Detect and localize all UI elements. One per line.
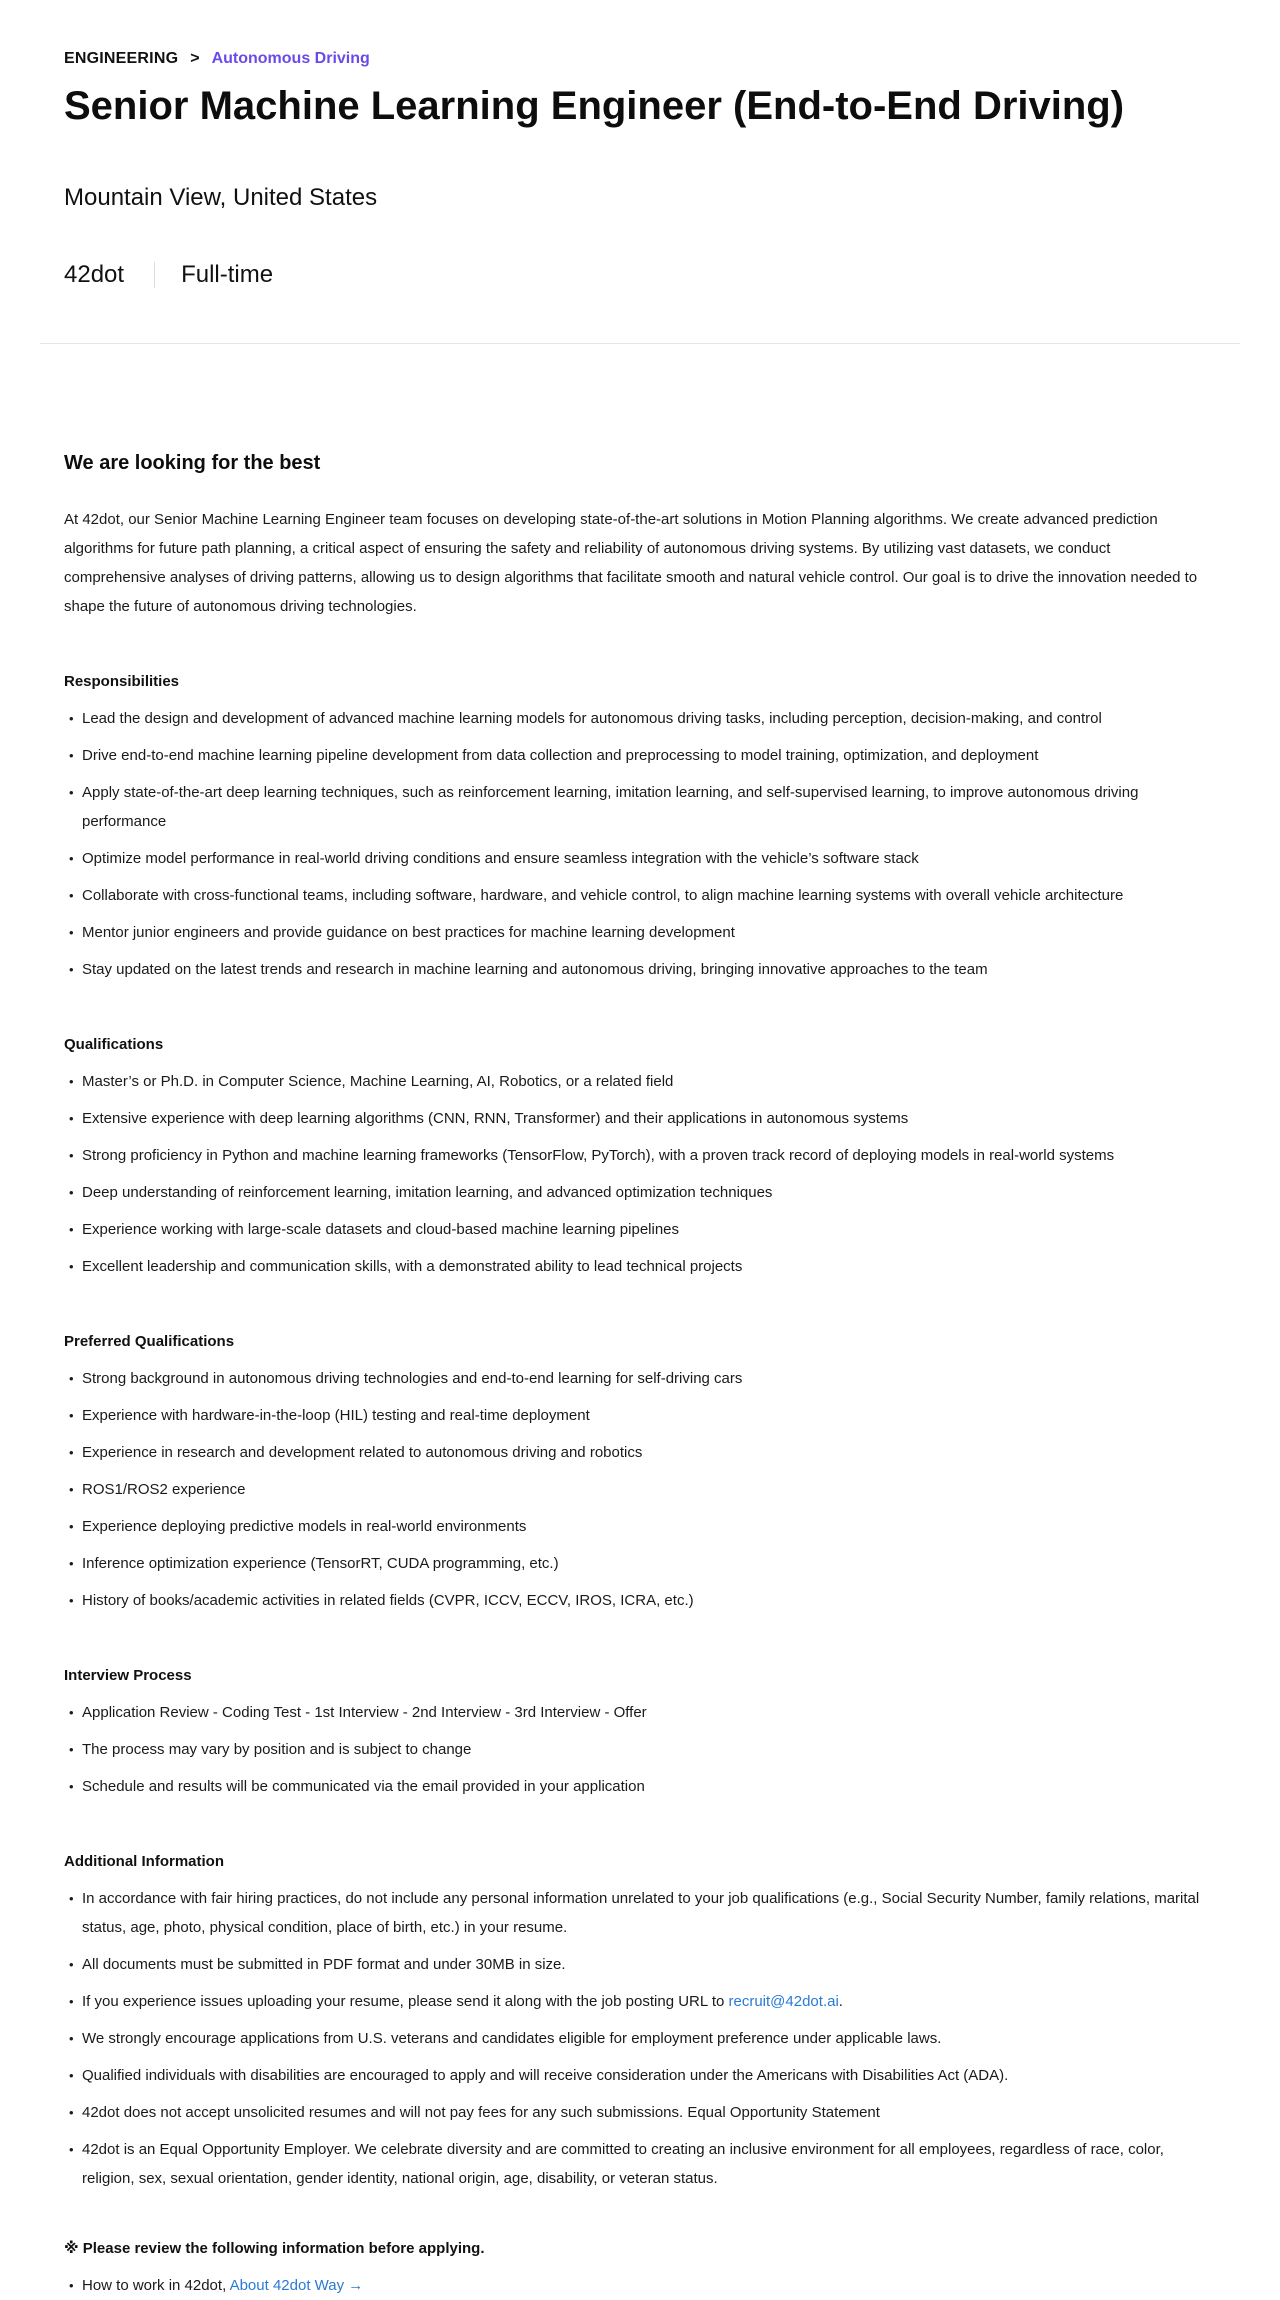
- meta-divider: [154, 262, 155, 288]
- list-item: • 42dot does not accept unsolicited resumes and will not pay fees for any such submissions. Equal Opportunity Statement: [64, 2098, 1216, 2127]
- list-item: • 42dot is an Equal Opportunity Employer. We celebrate diversity and are committed to creating an inclusive environment for all employees, regardless of race, color, religion, sex, sexual orientation, gender identity, national origin, age, disability, or veteran status.: [64, 2135, 1216, 2193]
- list-item: • Inference optimization experience (TensorRT, CUDA programming, etc.): [64, 1549, 1216, 1578]
- job-location: Mountain View, United States: [64, 184, 378, 211]
- list-item: • All documents must be submitted in PDF format and under 30MB in size.: [64, 1950, 1216, 1979]
- job-meta: [64, 261, 1216, 289]
- responsibilities-section: [64, 673, 1216, 984]
- section-title-interview: Interview Process: [64, 1667, 192, 1685]
- list-item: • Apply state-of-the-art deep learning techniques, such as reinforcement learning, imitation learning, and self-supervised learning, to improve autonomous driving performance: [64, 778, 1216, 836]
- list-item: • Schedule and results will be communicated via the email provided in your application: [64, 1772, 1216, 1801]
- preferred-qualifications-section: [64, 1333, 1216, 1615]
- list-item-way: [64, 2271, 1216, 2300]
- list-item: • Drive end-to-end machine learning pipeline development from data collection and preprocessing to model training, optimization, and deployment: [64, 741, 1216, 770]
- list-item: • Stay updated on the latest trends and research in machine learning and autonomous driving, bringing innovative approaches to the team: [64, 955, 1216, 984]
- additional-list: [64, 1884, 1216, 2193]
- breadcrumb-root[interactable]: ENGINEERING: [64, 50, 179, 67]
- section-title-qualifications: Qualifications: [64, 1036, 164, 1054]
- list-item: • The process may vary by position and is subject to change: [64, 1735, 1216, 1764]
- additional-information-section: [64, 1853, 1216, 2193]
- list-item: • Application Review - Coding Test - 1st Interview - 2nd Interview - 3rd Interview - Offer: [64, 1698, 1216, 1727]
- notice-title: ※ Please review the following information before applying.: [64, 2240, 485, 2258]
- list-item: • In accordance with fair hiring practices, do not include any personal information unrelated to your job qualifications (e.g., Social Security Number, family relations, marital status, age, photo, physical condition, place of birth, etc.) in your resume.: [64, 1884, 1216, 1942]
- list-item: • Qualified individuals with disabilities are encouraged to apply and will receive consideration under the Americans with Disabilities Act (ADA).: [64, 2061, 1216, 2090]
- list-item: • We strongly encourage applications from U.S. veterans and candidates eligible for employment preference under applicable laws.: [64, 2024, 1216, 2053]
- list-item: • Excellent leadership and communication skills, with a demonstrated ability to lead technical projects: [64, 1252, 1216, 1281]
- list-item: • Optimize model performance in real-world driving conditions and ensure seamless integration with the vehicle’s software stack: [64, 844, 1216, 873]
- list-item: • Collaborate with cross-functional teams, including software, hardware, and vehicle control, to align machine learning systems with overall vehicle architecture: [64, 881, 1216, 910]
- breadcrumb: [64, 48, 1216, 70]
- preferred-list: [64, 1364, 1216, 1615]
- recruit-email-link[interactable]: recruit@42dot.ai: [728, 1993, 839, 2011]
- intro-text: At 42dot, our Senior Machine Learning Engineer team focuses on developing state-of-the-art solutions in Motion Planning algorithms. We create advanced prediction algorithms for future path planning, a critical aspect of ensuring the safety and reliability of autonomous driving systems. By utilizing vast datasets, we conduct comprehensive analyses of driving patterns, allowing us to design algorithms that facilitate smooth and natural vehicle control. Our goal is to drive the innovation needed to shape the future of autonomous driving technologies.: [64, 511, 1198, 616]
- list-item: • Experience deploying predictive models in real-world environments: [64, 1512, 1216, 1541]
- header-divider: [40, 343, 1240, 344]
- qualifications-section: [64, 1036, 1216, 1281]
- list-item: • Experience with hardware-in-the-loop (HIL) testing and real-time deployment: [64, 1401, 1216, 1430]
- list-item: • Strong proficiency in Python and machine learning frameworks (TensorFlow, PyTorch), with a proven track record of deploying models in real-world systems: [64, 1141, 1216, 1170]
- section-title-preferred: Preferred Qualifications: [64, 1333, 235, 1351]
- list-item-email: [64, 1987, 1216, 2016]
- list-item: • Experience in research and development related to autonomous driving and robotics: [64, 1438, 1216, 1467]
- page-title: Senior Machine Learning Engineer (End-to-End Driving): [64, 84, 1125, 128]
- employment-type: Full-time: [181, 261, 274, 289]
- list-item: • Strong background in autonomous driving technologies and end-to-end learning for self-driving cars: [64, 1364, 1216, 1393]
- notice-section: [64, 2239, 1216, 2300]
- responsibilities-list: [64, 704, 1216, 984]
- list-item: • Lead the design and development of advanced machine learning models for autonomous driving tasks, including perception, decision-making, and control: [64, 704, 1216, 733]
- email-suffix-text: .: [838, 1993, 843, 2011]
- notice-list: [64, 2271, 1216, 2300]
- list-item: • ROS1/ROS2 experience: [64, 1475, 1216, 1504]
- interview-process-section: [64, 1667, 1216, 1801]
- about-42dot-way-link[interactable]: About 42dot Way →: [229, 2277, 364, 2295]
- list-item: • Experience working with large-scale datasets and cloud-based machine learning pipelines: [64, 1215, 1216, 1244]
- job-header: [0, 0, 1280, 289]
- section-title-additional: Additional Information: [64, 1853, 224, 1871]
- breadcrumb-separator-icon: >: [190, 50, 200, 67]
- qualifications-list: [64, 1067, 1216, 1281]
- company-name: 42dot: [64, 261, 125, 289]
- list-item: • Deep understanding of reinforcement learning, imitation learning, and advanced optimization techniques: [64, 1178, 1216, 1207]
- intro-heading: We are looking for the best: [64, 452, 321, 475]
- list-item: • Extensive experience with deep learning algorithms (CNN, RNN, Transformer) and their applications in autonomous systems: [64, 1104, 1216, 1133]
- breadcrumb-current[interactable]: Autonomous Driving: [211, 50, 370, 67]
- list-item: • History of books/academic activities in related fields (CVPR, ICCV, ECCV, IROS, ICRA, etc.): [64, 1586, 1216, 1615]
- list-item: • Mentor junior engineers and provide guidance on best practices for machine learning development: [64, 918, 1216, 947]
- list-item: • Master’s or Ph.D. in Computer Science, Machine Learning, AI, Robotics, or a related field: [64, 1067, 1216, 1096]
- way-prefix-text: How to work in 42dot,: [82, 2277, 230, 2295]
- section-title-responsibilities: Responsibilities: [64, 673, 180, 691]
- job-description: [0, 452, 1280, 2300]
- email-prefix-text: If you experience issues uploading your resume, please send it along with the job posting URL to: [82, 1993, 729, 2011]
- interview-list: [64, 1698, 1216, 1801]
